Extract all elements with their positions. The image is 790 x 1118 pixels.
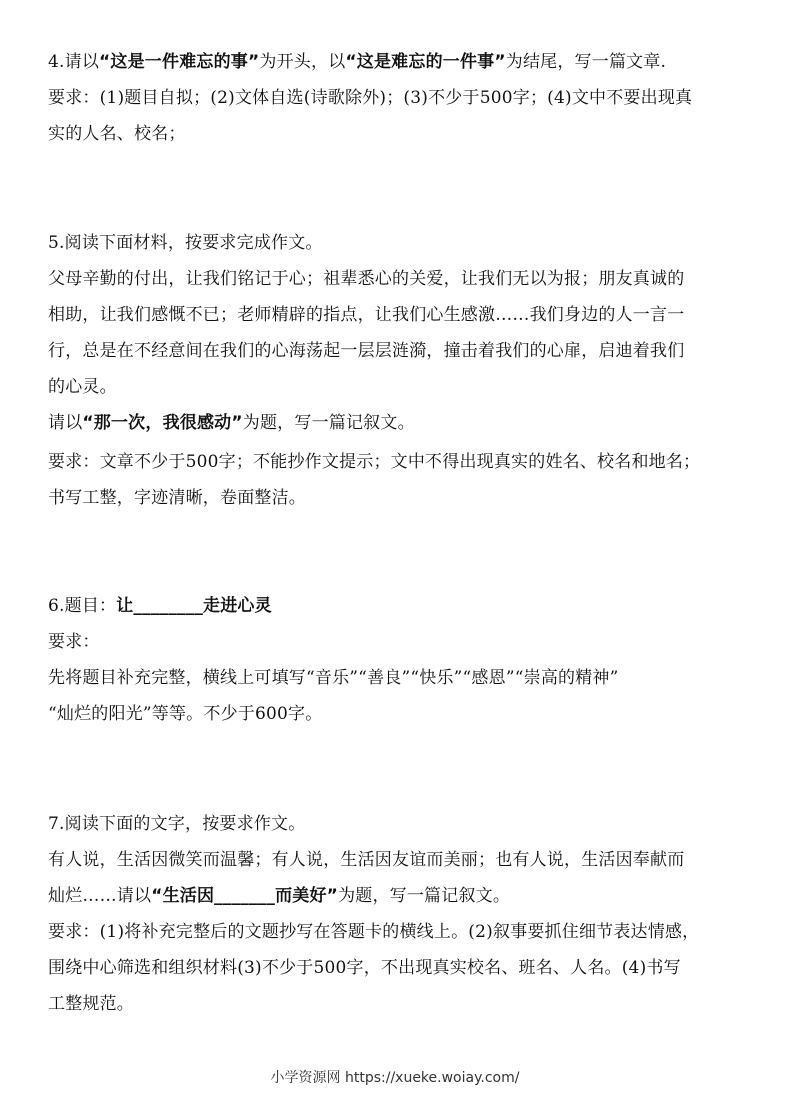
q4-opening-sentence: “这是一件难忘的事” bbox=[99, 52, 260, 72]
q7-material-line-2 bbox=[48, 885, 510, 907]
q5-material-line-2: 相助，让我们感慨不已；老师精辟的指点，让我们心生感激……我们身边的人一言一 bbox=[48, 305, 685, 325]
page-footer: 小学资源网 https://xueke.woiay.com/ bbox=[270, 1070, 520, 1086]
q7-heading: 7.阅读下面的文字，按要求作文。 bbox=[48, 814, 306, 834]
q7-requirements-line-1: 要求：(1)将补充完整后的文题抄写在答题卡的横线上。(2)叙事要抓住细节表达情感， bbox=[48, 922, 700, 942]
q5-requirements-line-1: 要求：文章不少于500字；不能抄作文提示；文中不得出现真实的姓名、校名和地名； bbox=[48, 452, 701, 472]
q5-title-post: 为题，写一篇记叙文。 bbox=[242, 413, 415, 433]
q5-heading: 5.阅读下面材料，按要求完成作文。 bbox=[48, 233, 323, 253]
q5-title-pre: 请以 bbox=[48, 413, 83, 433]
q4-requirements-line-1: 要求：(1)题目自拟；(2)文体自选(诗歌除外)；(3)不少于500字；(4)文中不要出现真 bbox=[48, 88, 693, 108]
q7-material-line-2-pre: 灿烂……请以 bbox=[48, 886, 152, 906]
q7-requirements-line-2: 围绕中心筛选和组织材料(3)不少于500字，不出现真实校名、班名、人名。(4)书写 bbox=[48, 958, 681, 978]
q4-prompt bbox=[48, 51, 666, 73]
q5-essay-title: “那一次，我很感动” bbox=[82, 413, 243, 433]
q6-heading bbox=[48, 595, 272, 617]
q7-material-line-2-post: 为题，写一篇记叙文。 bbox=[338, 886, 511, 906]
q7-essay-title: “生活因_______而美好” bbox=[151, 886, 339, 906]
q5-material-line-1: 父母辛勤的付出，让我们铭记于心；祖辈悉心的关爱，让我们无以为报；朋友真诚的 bbox=[48, 269, 685, 289]
q4-prompt-mid: 为开头，以 bbox=[259, 52, 346, 72]
q6-requirements-label: 要求： bbox=[48, 632, 100, 652]
q5-material-line-3: 行，总是在不经意间在我们的心海荡起一层层涟漪，撞击着我们的心扉，启迪着我们 bbox=[48, 341, 685, 361]
q4-prompt-pre: 4.请以 bbox=[48, 52, 100, 72]
q5-requirements-line-2: 书写工整，字迹清晰，卷面整洁。 bbox=[48, 488, 306, 508]
q6-essay-title: 让________走进心灵 bbox=[116, 596, 272, 616]
q4-closing-sentence: “这是难忘的一件事” bbox=[345, 52, 506, 72]
q4-requirements-line-2: 实的人名、校名； bbox=[48, 124, 186, 144]
q7-requirements-line-3: 工整规范。 bbox=[48, 994, 134, 1014]
q6-body-line-1: 先将题目补充完整，横线上可填写“音乐”“善良”“快乐”“感恩”“崇高的精神” bbox=[48, 668, 619, 688]
q4-prompt-post: 为结尾，写一篇文章. bbox=[505, 52, 667, 72]
q5-title-instruction bbox=[48, 412, 415, 434]
q7-material-line-1: 有人说，生活因微笑而温馨；有人说，生活因友谊而美丽；也有人说，生活因奉献而 bbox=[48, 850, 685, 870]
q6-heading-pre: 6.题目： bbox=[48, 596, 117, 616]
q6-body-line-2: “灿烂的阳光”等等。不少于600字。 bbox=[48, 704, 323, 724]
q5-material-line-4: 的心灵。 bbox=[48, 377, 117, 397]
